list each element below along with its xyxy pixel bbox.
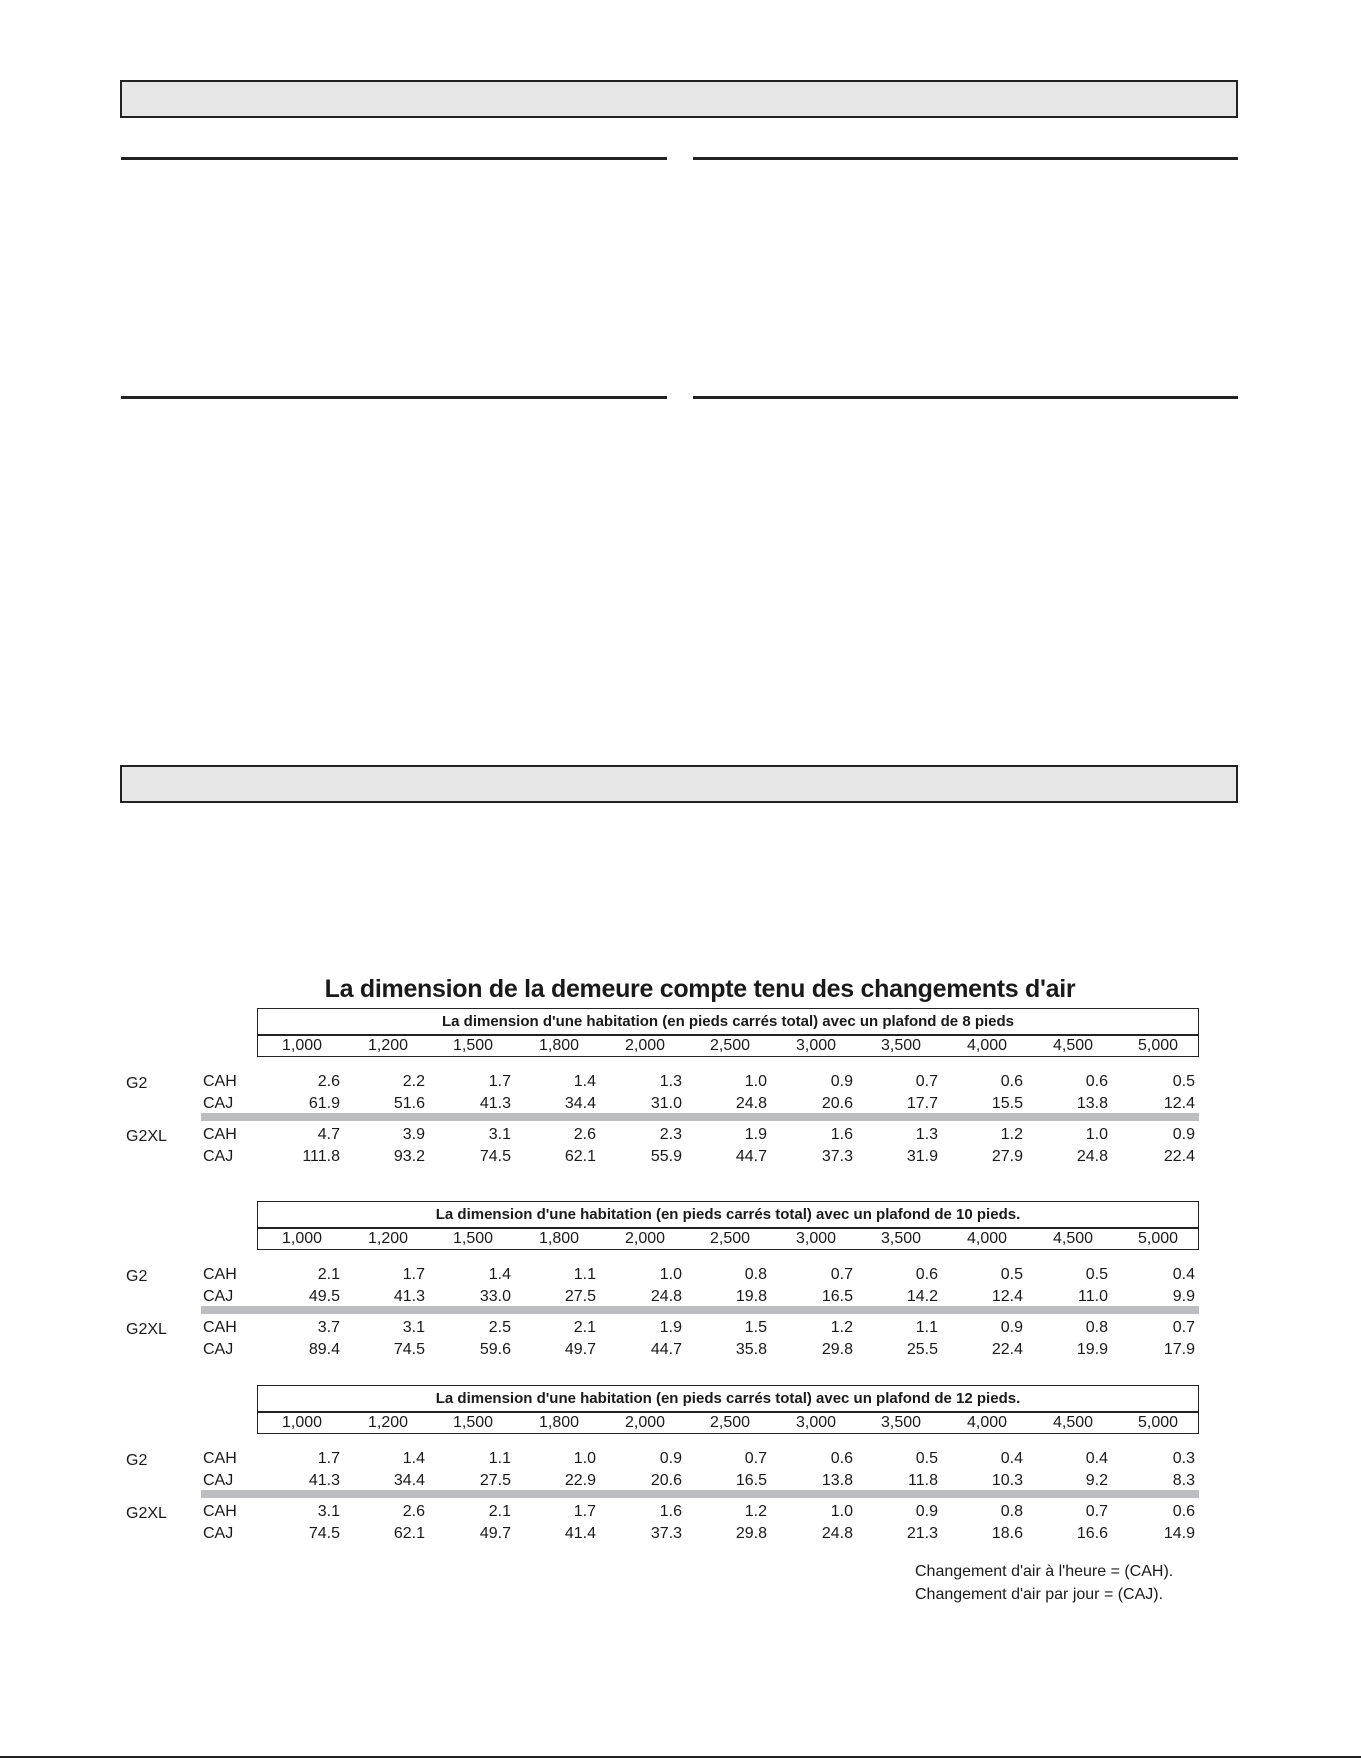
row-label: CAJ [203,1341,234,1358]
table-header-title: La dimension d'une habitation (en pieds carrés total) avec un plafond de 8 pieds [442,1013,1014,1030]
row-label: CAH [203,1073,237,1090]
value-cell: 3.1 [402,1319,425,1336]
value-cell: 3.9 [402,1126,425,1143]
value-cell: 0.8 [1085,1319,1108,1336]
value-cell: 11.8 [908,1472,938,1489]
model-separator-band [201,1490,1199,1498]
value-cell: 1.4 [402,1450,425,1467]
house-size-cell: 3,000 [795,1230,837,1247]
value-cell: 0.4 [1172,1266,1195,1283]
row-label: CAJ [203,1148,234,1165]
value-cell: 0.5 [915,1450,938,1467]
value-cell: 0.9 [830,1073,853,1090]
value-cell: 59.6 [479,1341,511,1358]
house-size-cell: 1,200 [367,1037,409,1054]
value-cell: 49.7 [479,1525,511,1542]
column-rule-left-2 [121,396,667,399]
section-header-bar-middle [120,765,1238,803]
value-cell: 29.8 [821,1341,853,1358]
air-change-chart-title: La dimension de la demeure compte tenu des changements d'air [324,975,1076,1003]
house-size-cell: 3,500 [880,1037,922,1054]
value-cell: 12.4 [991,1288,1023,1305]
value-cell: 2.5 [488,1319,511,1336]
value-cell: 1.0 [659,1266,682,1283]
value-cell: 9.9 [1172,1288,1195,1305]
value-cell: 41.3 [479,1095,511,1112]
value-cell: 1.0 [830,1503,853,1520]
value-cell: 20.6 [821,1095,853,1112]
value-cell: 24.8 [650,1288,682,1305]
value-cell: 0.6 [830,1450,853,1467]
value-cell: 0.9 [659,1450,682,1467]
value-cell: 16.5 [821,1288,853,1305]
value-cell: 3.1 [488,1126,511,1143]
value-cell: 14.9 [1163,1525,1195,1542]
value-cell: 1.7 [317,1450,340,1467]
value-cell: 0.4 [1085,1450,1108,1467]
value-cell: 0.6 [1000,1073,1023,1090]
value-cell: 0.9 [1000,1319,1023,1336]
value-cell: 0.5 [1085,1266,1108,1283]
house-size-cell: 1,500 [452,1414,494,1431]
model-separator-band [201,1113,1199,1121]
row-label: CAH [203,1266,237,1283]
house-size-cell: 1,000 [281,1414,323,1431]
house-size-cell: 3,000 [795,1037,837,1054]
value-cell: 0.8 [1000,1503,1023,1520]
value-cell: 2.3 [659,1126,682,1143]
row-label: CAJ [203,1288,234,1305]
value-cell: 0.7 [1085,1503,1108,1520]
value-cell: 14.2 [906,1288,938,1305]
value-cell: 24.8 [735,1095,767,1112]
value-cell: 0.7 [915,1073,938,1090]
house-size-cell: 2,500 [709,1414,751,1431]
value-cell: 0.6 [1172,1503,1195,1520]
value-cell: 1.7 [488,1073,511,1090]
house-size-cell: 1,000 [281,1037,323,1054]
row-label: CAH [203,1319,237,1336]
value-cell: 22.4 [1163,1148,1195,1165]
value-cell: 74.5 [308,1525,340,1542]
model-name: G2 [126,1268,148,1285]
house-size-cell: 2,000 [624,1230,666,1247]
table-header-title: La dimension d'une habitation (en pieds carrés total) avec un plafond de 10 pieds. [435,1206,1021,1223]
value-cell: 2.1 [488,1503,511,1520]
table-header-title: La dimension d'une habitation (en pieds carrés total) avec un plafond de 12 pieds. [435,1390,1021,1407]
value-cell: 22.4 [991,1341,1023,1358]
legend-caj: Changement d'air par jour = (CAJ). [915,1586,1164,1603]
model-name: G2XL [126,1505,167,1522]
value-cell: 18.6 [991,1525,1023,1542]
value-cell: 4.7 [317,1126,340,1143]
value-cell: 9.2 [1085,1472,1108,1489]
value-cell: 0.4 [1000,1450,1023,1467]
house-size-cell: 2,500 [709,1037,751,1054]
value-cell: 0.5 [1172,1073,1195,1090]
value-cell: 41.3 [308,1472,340,1489]
value-cell: 1.4 [488,1266,511,1283]
value-cell: 41.4 [564,1525,596,1542]
value-cell: 2.6 [402,1503,425,1520]
house-size-cell: 4,000 [966,1414,1008,1431]
value-cell: 17.9 [1163,1341,1195,1358]
value-cell: 1.1 [573,1266,596,1283]
value-cell: 24.8 [1076,1148,1108,1165]
value-cell: 16.5 [735,1472,767,1489]
value-cell: 1.0 [1085,1126,1108,1143]
house-size-cell: 1,500 [452,1037,494,1054]
table-header [257,1008,1199,1057]
value-cell: 1.0 [573,1450,596,1467]
house-size-cell: 3,500 [880,1230,922,1247]
value-cell: 37.3 [821,1148,853,1165]
value-cell: 2.1 [317,1266,340,1283]
model-name: G2 [126,1452,148,1469]
value-cell: 1.9 [659,1319,682,1336]
house-size-cell: 1,200 [367,1230,409,1247]
value-cell: 2.1 [573,1319,596,1336]
value-cell: 1.1 [488,1450,511,1467]
value-cell: 0.8 [744,1266,767,1283]
value-cell: 62.1 [564,1148,596,1165]
value-cell: 51.6 [393,1095,425,1112]
value-cell: 0.9 [915,1503,938,1520]
value-cell: 13.8 [1076,1095,1108,1112]
value-cell: 3.7 [317,1319,340,1336]
page-bottom-rule [0,1756,1361,1758]
house-size-cell: 2,000 [624,1414,666,1431]
column-rule-right-1 [693,157,1238,160]
model-name: G2XL [126,1128,167,1145]
value-cell: 13.8 [821,1472,853,1489]
value-cell: 10.3 [991,1472,1023,1489]
value-cell: 24.8 [821,1525,853,1542]
value-cell: 19.8 [735,1288,767,1305]
value-cell: 1.5 [744,1319,767,1336]
value-cell: 25.5 [906,1341,938,1358]
value-cell: 31.0 [650,1095,682,1112]
value-cell: 27.9 [991,1148,1023,1165]
column-rule-left-1 [121,157,667,160]
house-size-cell: 4,500 [1052,1414,1094,1431]
value-cell: 41.3 [393,1288,425,1305]
house-size-cell: 3,500 [880,1414,922,1431]
value-cell: 74.5 [479,1148,511,1165]
air-change-table [0,1201,1361,1391]
value-cell: 74.5 [393,1341,425,1358]
row-label: CAH [203,1450,237,1467]
row-label: CAJ [203,1095,234,1112]
value-cell: 1.2 [1000,1126,1023,1143]
house-size-cell: 1,500 [452,1230,494,1247]
house-size-cell: 4,500 [1052,1230,1094,1247]
value-cell: 1.3 [659,1073,682,1090]
house-size-cell: 2,500 [709,1230,751,1247]
row-label: CAH [203,1503,237,1520]
value-cell: 49.7 [564,1341,596,1358]
value-cell: 27.5 [479,1472,511,1489]
value-cell: 31.9 [906,1148,938,1165]
row-label: CAH [203,1126,237,1143]
house-size-cell: 1,000 [281,1230,323,1247]
value-cell: 20.6 [650,1472,682,1489]
abbreviation-legend [915,1560,1173,1606]
row-label: CAJ [203,1472,234,1489]
value-cell: 0.7 [1172,1319,1195,1336]
value-cell: 34.4 [393,1472,425,1489]
value-cell: 21.3 [906,1525,938,1542]
value-cell: 1.7 [402,1266,425,1283]
value-cell: 37.3 [650,1525,682,1542]
house-size-cell: 2,000 [624,1037,666,1054]
value-cell: 2.6 [317,1073,340,1090]
column-rule-right-2 [693,396,1238,399]
house-size-cell: 1,200 [367,1414,409,1431]
house-size-cell: 1,800 [538,1037,580,1054]
value-cell: 1.3 [915,1126,938,1143]
house-size-cell: 1,800 [538,1230,580,1247]
row-label: CAJ [203,1525,234,1542]
value-cell: 33.0 [479,1288,511,1305]
model-separator-band [201,1306,1199,1314]
table-header [257,1201,1199,1250]
house-size-cell: 1,800 [538,1414,580,1431]
value-cell: 8.3 [1172,1472,1195,1489]
house-size-cell: 5,000 [1137,1037,1179,1054]
value-cell: 3.1 [317,1503,340,1520]
value-cell: 62.1 [393,1525,425,1542]
value-cell: 89.4 [308,1341,340,1358]
value-cell: 22.9 [564,1472,596,1489]
value-cell: 19.9 [1076,1341,1108,1358]
value-cell: 35.8 [735,1341,767,1358]
value-cell: 2.2 [402,1073,425,1090]
value-cell: 1.6 [659,1503,682,1520]
model-name: G2XL [126,1321,167,1338]
value-cell: 1.1 [915,1319,938,1336]
value-cell: 111.8 [302,1148,340,1165]
legend-cah: Changement d'air à l'heure = (CAH). [915,1563,1174,1580]
value-cell: 49.5 [308,1288,340,1305]
value-cell: 44.7 [650,1341,682,1358]
house-size-cell: 5,000 [1137,1414,1179,1431]
house-size-cell: 4,000 [966,1230,1008,1247]
value-cell: 11.0 [1078,1288,1108,1305]
house-size-cell: 3,000 [795,1414,837,1431]
value-cell: 0.6 [915,1266,938,1283]
value-cell: 29.8 [735,1525,767,1542]
value-cell: 0.3 [1172,1450,1195,1467]
value-cell: 12.4 [1163,1095,1195,1112]
model-name: G2 [126,1075,148,1092]
value-cell: 17.7 [906,1095,938,1112]
value-cell: 0.9 [1172,1126,1195,1143]
value-cell: 27.5 [564,1288,596,1305]
value-cell: 1.0 [744,1073,767,1090]
table-header [257,1385,1199,1434]
air-change-table [0,1385,1361,1575]
value-cell: 1.6 [830,1126,853,1143]
value-cell: 0.5 [1000,1266,1023,1283]
value-cell: 1.7 [573,1503,596,1520]
air-change-table [0,1008,1361,1198]
value-cell: 1.4 [573,1073,596,1090]
value-cell: 55.9 [650,1148,682,1165]
value-cell: 34.4 [564,1095,596,1112]
house-size-cell: 5,000 [1137,1230,1179,1247]
section-header-bar-top [120,80,1238,118]
value-cell: 93.2 [393,1148,425,1165]
value-cell: 1.9 [744,1126,767,1143]
value-cell: 0.7 [830,1266,853,1283]
value-cell: 15.5 [991,1095,1023,1112]
value-cell: 1.2 [830,1319,853,1336]
value-cell: 1.2 [744,1503,767,1520]
value-cell: 61.9 [308,1095,340,1112]
house-size-cell: 4,500 [1052,1037,1094,1054]
house-size-cell: 4,000 [966,1037,1008,1054]
value-cell: 2.6 [573,1126,596,1143]
value-cell: 0.7 [744,1450,767,1467]
value-cell: 44.7 [735,1148,767,1165]
value-cell: 16.6 [1076,1525,1108,1542]
value-cell: 0.6 [1085,1073,1108,1090]
